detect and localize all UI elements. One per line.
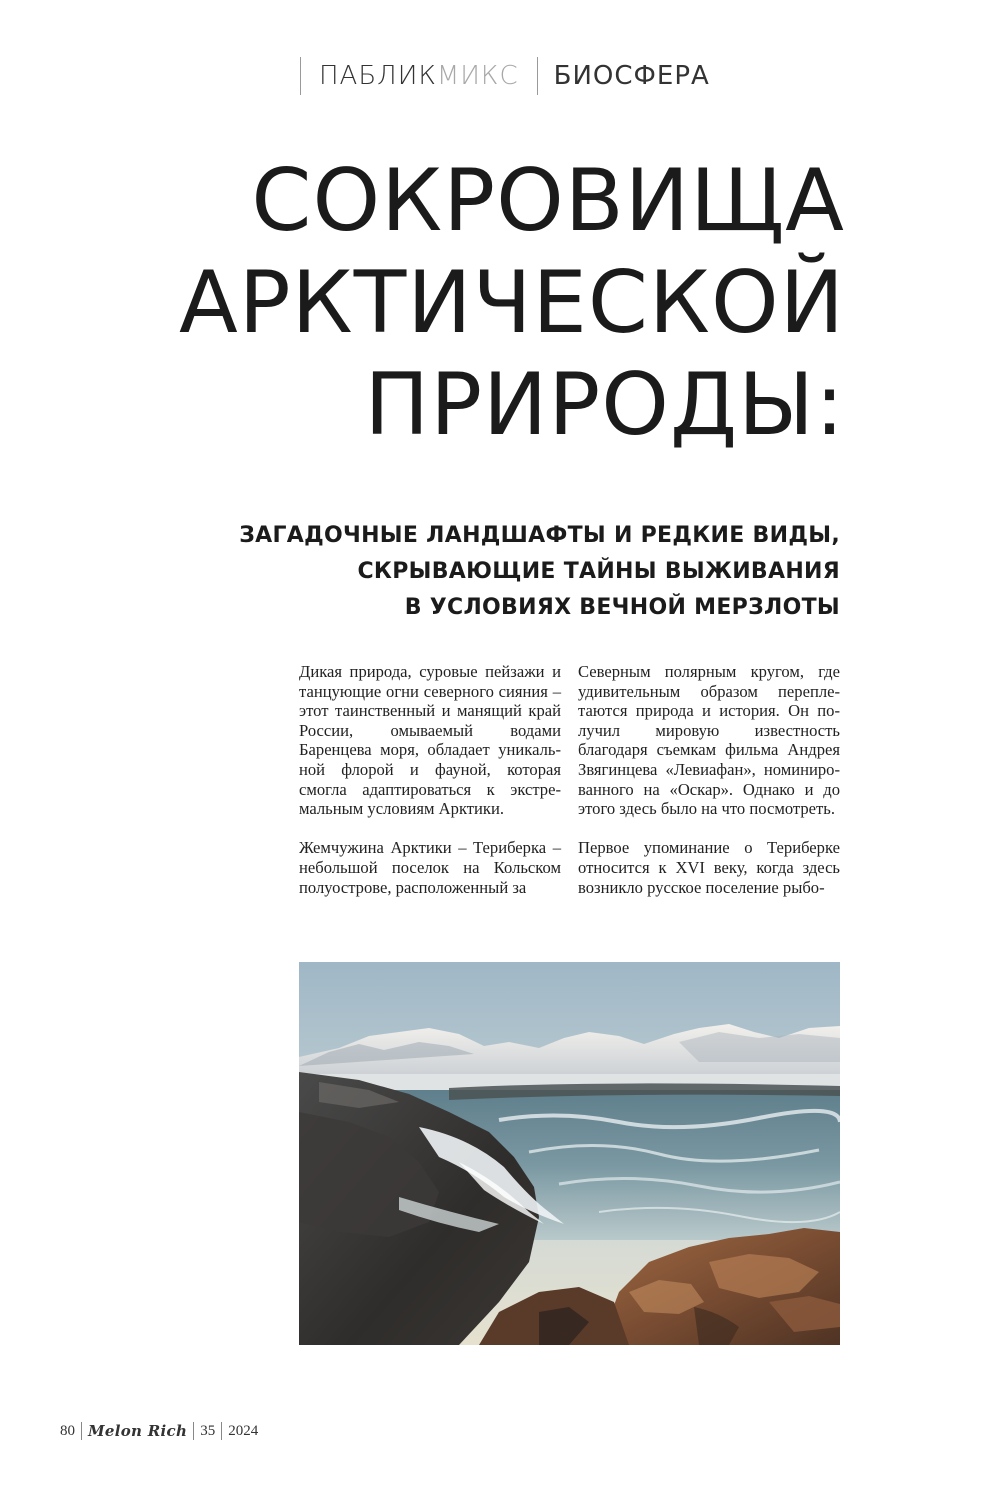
arctic-coast-photo: [299, 962, 840, 1345]
title-line-2: АРКТИЧЕСКОЙ: [178, 253, 845, 353]
page-number: 80: [60, 1422, 75, 1439]
rubric-part1: ПАБЛИК: [319, 61, 437, 91]
issue-number: 35: [200, 1422, 216, 1439]
subtitle-line-2: СКРЫВАЮЩИЕ ТАЙНЫ ВЫЖИВАНИЯ: [357, 559, 840, 584]
title-line-3: ПРИРОДЫ:: [364, 355, 845, 455]
footer-divider: [81, 1422, 82, 1440]
title-line-1: СОКРОВИЩА: [251, 151, 845, 251]
footer-divider: [193, 1422, 194, 1440]
footer-divider: [221, 1422, 222, 1440]
rubric-part2: МИКС: [436, 61, 519, 91]
subtitle-line-1: ЗАГАДОЧНЫЕ ЛАНДШАФТЫ И РЕДКИЕ ВИДЫ,: [239, 523, 840, 548]
magazine-logo: Melon Rich: [88, 1422, 188, 1440]
body-column-left: [299, 662, 561, 897]
article-subtitle: [200, 518, 840, 626]
body-column-right: [578, 662, 840, 897]
article-photo: [299, 962, 840, 1345]
rubric-section: БИОСФЕРА: [553, 61, 710, 91]
subtitle-line-3: В УСЛОВИЯХ ВЕЧНОЙ МЕРЗЛОТЫ: [404, 595, 840, 620]
body-paragraph: Жемчужина Арктики – Териберка – небольшой поселок на Кольском полуострове, расположенный за: [299, 838, 561, 897]
section-rubric: [300, 58, 710, 94]
body-paragraph: Первое упоминание о Териберке относится к XVI веку, когда здесь возникло русское поселение рыбо-: [578, 838, 840, 897]
issue-year: 2024: [228, 1422, 259, 1439]
body-paragraph: Северным полярным кругом, где удивительным образом переплетаются природа и история. Он получил мировую известность благодаря съемкам фильма Андрея Звягинцева «Левиафан», номинированного на «Оскар». Однако и до этого здесь было на что посмотреть.: [578, 662, 840, 819]
rubric-magazine-section: [301, 61, 537, 91]
article-title: [40, 150, 845, 456]
page-footer: [60, 1420, 258, 1442]
body-paragraph: Дикая природа, суровые пейзажи и танцующие огни северного сияния – этот таинственный и манящий край России, омываемый водами Баренцева моря, обладает уникальной флорой и фауной, которая смогла адаптироваться к экстремальным условиям Арктики.: [299, 662, 561, 819]
